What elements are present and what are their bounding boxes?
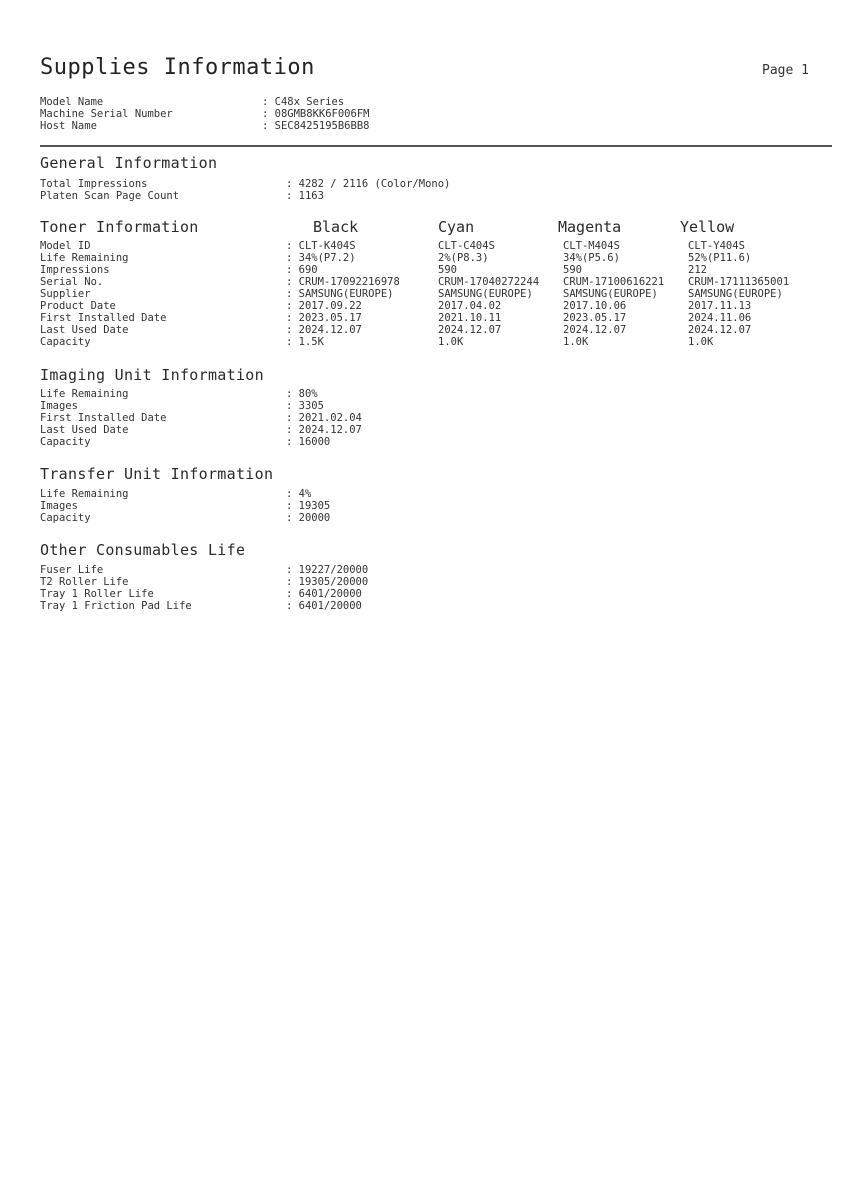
toner-yellow-value: 1.0K — [688, 336, 714, 348]
imaging-value: : 80% — [286, 388, 318, 400]
transfer-label: Life Remaining — [40, 488, 129, 500]
platen-scan-value: : 1163 — [286, 190, 324, 202]
toner-label: Model ID — [40, 240, 91, 252]
toner-magenta-value: 1.0K — [563, 336, 589, 348]
toner-label: Serial No. — [40, 276, 104, 288]
other-value: : 19305/20000 — [286, 576, 369, 588]
imaging-value: : 2021.02.04 — [286, 412, 362, 424]
toner-black-value: : 2024.12.07 — [286, 324, 362, 336]
other-label: Tray 1 Friction Pad Life — [40, 600, 192, 612]
transfer-section-title: Transfer Unit Information — [40, 465, 274, 483]
other-label: T2 Roller Life — [40, 576, 129, 588]
header-values — [262, 96, 369, 132]
other-value: : 19227/20000 — [286, 564, 369, 576]
toner-yellow-value: 2024.12.07 — [688, 324, 752, 336]
toner-magenta-value: 34%(P5.6) — [563, 252, 620, 264]
imaging-value: : 2024.12.07 — [286, 424, 362, 436]
toner-yellow-value: SAMSUNG(EUROPE) — [688, 288, 783, 300]
toner-label: Impressions — [40, 264, 110, 276]
toner-column-black: Black — [313, 218, 359, 236]
total-impressions-label: Total Impressions — [40, 178, 148, 190]
toner-cyan-value: 2024.12.07 — [438, 324, 502, 336]
general-labels — [40, 178, 179, 202]
toner-magenta-value: 2017.10.06 — [563, 300, 627, 312]
toner-cyan-value: 590 — [438, 264, 457, 276]
transfer-value: : 20000 — [286, 512, 331, 524]
toner-yellow-value: 2017.11.13 — [688, 300, 752, 312]
toner-black-values — [286, 240, 400, 348]
transfer-label: Images — [40, 500, 78, 512]
toner-black-value: : 2017.09.22 — [286, 300, 362, 312]
other-section-title: Other Consumables Life — [40, 541, 246, 559]
total-impressions-value: : 4282 / 2116 (Color/Mono) — [286, 178, 451, 190]
toner-cyan-value: CLT-C404S — [438, 240, 495, 252]
toner-label: Life Remaining — [40, 252, 129, 264]
imaging-value: : 3305 — [286, 400, 324, 412]
imaging-labels — [40, 388, 166, 448]
toner-magenta-value: 2024.12.07 — [563, 324, 627, 336]
toner-column-yellow: Yellow — [680, 218, 735, 236]
toner-black-value: : CLT-K404S — [286, 240, 356, 252]
imaging-label: Images — [40, 400, 78, 412]
toner-magenta-value: SAMSUNG(EUROPE) — [563, 288, 658, 300]
other-label: Fuser Life — [40, 564, 104, 576]
toner-label: Product Date — [40, 300, 116, 312]
imaging-values — [286, 388, 362, 448]
toner-yellow-value: CLT-Y404S — [688, 240, 745, 252]
toner-magenta-value: CRUM-17100616221 — [563, 276, 665, 288]
platen-scan-label: Platen Scan Page Count — [40, 190, 180, 202]
serial-number-label: Machine Serial Number — [40, 108, 173, 120]
toner-cyan-value: 2021.10.11 — [438, 312, 502, 324]
toner-labels — [40, 240, 166, 348]
toner-cyan-value: CRUM-17040272244 — [438, 276, 540, 288]
toner-yellow-value: 2024.11.06 — [688, 312, 752, 324]
toner-magenta-values — [563, 240, 664, 348]
other-value: : 6401/20000 — [286, 600, 362, 612]
toner-label: Supplier — [40, 288, 91, 300]
imaging-section-title: Imaging Unit Information — [40, 366, 264, 384]
toner-column-cyan: Cyan — [438, 218, 475, 236]
toner-black-value: : 690 — [286, 264, 318, 276]
toner-column-magenta: Magenta — [558, 218, 622, 236]
general-section-title: General Information — [40, 154, 218, 172]
other-label: Tray 1 Roller Life — [40, 588, 154, 600]
imaging-label: First Installed Date — [40, 412, 167, 424]
header-labels — [40, 96, 173, 132]
toner-cyan-value: 2%(P8.3) — [438, 252, 489, 264]
toner-black-value: : 2023.05.17 — [286, 312, 362, 324]
toner-yellow-value: CRUM-17111365001 — [688, 276, 790, 288]
header-divider — [40, 145, 832, 147]
page-number: Page 1 — [762, 63, 809, 78]
host-name-value: : SEC8425195B6BB8 — [262, 120, 370, 132]
toner-cyan-value: 1.0K — [438, 336, 464, 348]
toner-yellow-values — [688, 240, 789, 348]
toner-black-value: : 1.5K — [286, 336, 324, 348]
other-values — [286, 564, 368, 612]
model-name-label: Model Name — [40, 96, 104, 108]
transfer-values — [286, 488, 330, 524]
imaging-label: Last Used Date — [40, 424, 129, 436]
imaging-label: Capacity — [40, 436, 91, 448]
toner-yellow-value: 52%(P11.6) — [688, 252, 752, 264]
toner-black-value: : CRUM-17092216978 — [286, 276, 400, 288]
toner-label: First Installed Date — [40, 312, 167, 324]
toner-magenta-value: CLT-M404S — [563, 240, 620, 252]
toner-label: Capacity — [40, 336, 91, 348]
toner-yellow-value: 212 — [688, 264, 707, 276]
serial-number-value: : 08GMB8KK6F006FM — [262, 108, 370, 120]
toner-magenta-value: 2023.05.17 — [563, 312, 627, 324]
toner-label: Last Used Date — [40, 324, 129, 336]
host-name-label: Host Name — [40, 120, 97, 132]
imaging-label: Life Remaining — [40, 388, 129, 400]
page-title: Supplies Information — [40, 55, 315, 80]
transfer-value: : 19305 — [286, 500, 331, 512]
toner-cyan-value: SAMSUNG(EUROPE) — [438, 288, 533, 300]
toner-cyan-value: 2017.04.02 — [438, 300, 502, 312]
toner-cyan-values — [438, 240, 539, 348]
toner-black-value: : 34%(P7.2) — [286, 252, 356, 264]
transfer-value: : 4% — [286, 488, 312, 500]
model-name-value: : C48x Series — [262, 96, 345, 108]
toner-black-value: : SAMSUNG(EUROPE) — [286, 288, 394, 300]
other-labels — [40, 564, 192, 612]
transfer-label: Capacity — [40, 512, 91, 524]
toner-section-title: Toner Information — [40, 218, 199, 236]
imaging-value: : 16000 — [286, 436, 331, 448]
toner-magenta-value: 590 — [563, 264, 582, 276]
transfer-labels — [40, 488, 129, 524]
general-values — [286, 178, 450, 202]
other-value: : 6401/20000 — [286, 588, 362, 600]
